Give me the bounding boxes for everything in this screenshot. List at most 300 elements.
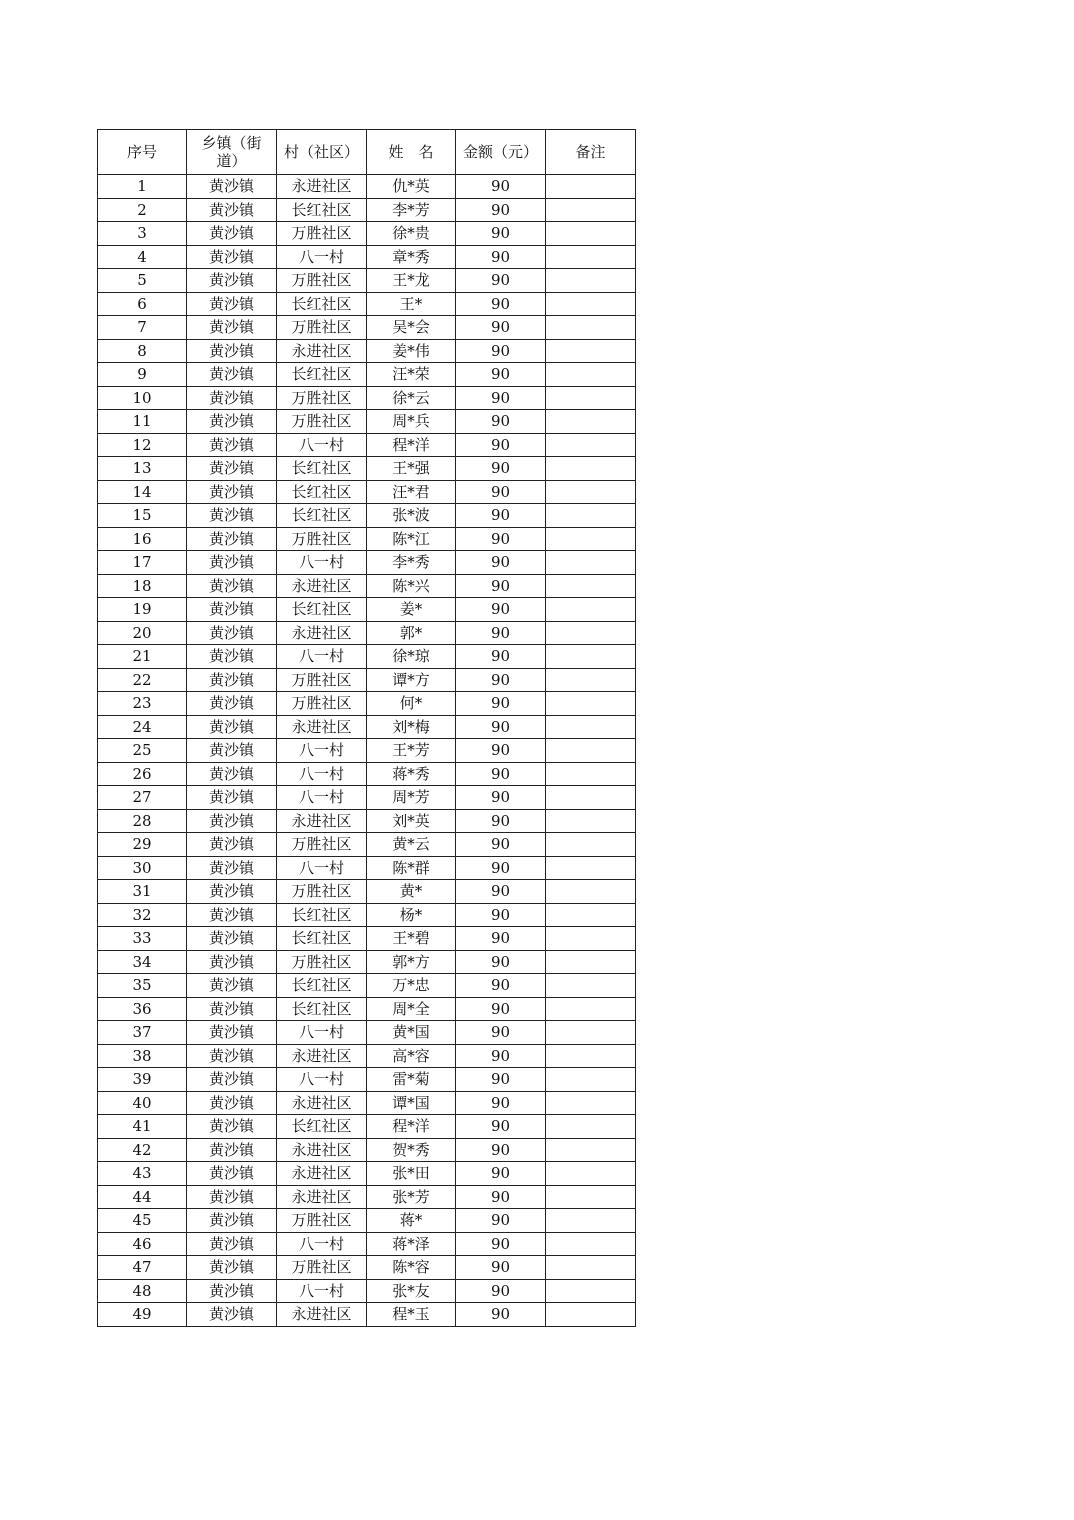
table-row — [98, 245, 636, 269]
cell-village: 万胜社区 — [277, 386, 367, 410]
cell-remarks — [546, 339, 636, 363]
cell-name: 周*全 — [367, 997, 456, 1021]
cell-name: 汪*荣 — [367, 363, 456, 387]
cell-remarks — [546, 551, 636, 575]
cell-remarks — [546, 198, 636, 222]
cell-remarks — [546, 386, 636, 410]
cell-amount: 90 — [456, 386, 546, 410]
cell-remarks — [546, 833, 636, 857]
cell-village: 万胜社区 — [277, 222, 367, 246]
cell-remarks — [546, 222, 636, 246]
cell-serial-no: 6 — [98, 292, 187, 316]
cell-amount: 90 — [456, 1138, 546, 1162]
cell-amount: 90 — [456, 457, 546, 481]
table-row — [98, 903, 636, 927]
cell-name: 程*洋 — [367, 1115, 456, 1139]
table-row — [98, 574, 636, 598]
header-town: 乡镇（街道） — [187, 130, 277, 175]
cell-amount: 90 — [456, 739, 546, 763]
cell-serial-no: 11 — [98, 410, 187, 434]
cell-serial-no: 42 — [98, 1138, 187, 1162]
cell-amount: 90 — [456, 269, 546, 293]
table-row — [98, 739, 636, 763]
cell-serial-no: 20 — [98, 621, 187, 645]
cell-village: 万胜社区 — [277, 668, 367, 692]
cell-town: 黄沙镇 — [187, 551, 277, 575]
cell-name: 陈*江 — [367, 527, 456, 551]
cell-amount: 90 — [456, 762, 546, 786]
cell-town: 黄沙镇 — [187, 997, 277, 1021]
cell-amount: 90 — [456, 1209, 546, 1233]
cell-name: 徐*琼 — [367, 645, 456, 669]
cell-amount: 90 — [456, 574, 546, 598]
cell-town: 黄沙镇 — [187, 786, 277, 810]
cell-amount: 90 — [456, 1256, 546, 1280]
table-row — [98, 1185, 636, 1209]
cell-serial-no: 5 — [98, 269, 187, 293]
cell-name: 李*芳 — [367, 198, 456, 222]
cell-amount: 90 — [456, 292, 546, 316]
cell-name: 黄*国 — [367, 1021, 456, 1045]
cell-amount: 90 — [456, 927, 546, 951]
table-row — [98, 433, 636, 457]
cell-serial-no: 31 — [98, 880, 187, 904]
cell-town: 黄沙镇 — [187, 292, 277, 316]
cell-village: 长红社区 — [277, 927, 367, 951]
table-row — [98, 292, 636, 316]
cell-remarks — [546, 1091, 636, 1115]
cell-amount: 90 — [456, 880, 546, 904]
cell-serial-no: 45 — [98, 1209, 187, 1233]
cell-town: 黄沙镇 — [187, 175, 277, 199]
cell-serial-no: 16 — [98, 527, 187, 551]
cell-remarks — [546, 1279, 636, 1303]
cell-amount: 90 — [456, 1162, 546, 1186]
cell-name: 谭*方 — [367, 668, 456, 692]
cell-town: 黄沙镇 — [187, 433, 277, 457]
cell-town: 黄沙镇 — [187, 762, 277, 786]
cell-amount: 90 — [456, 692, 546, 716]
cell-village: 八一村 — [277, 856, 367, 880]
table-row — [98, 715, 636, 739]
table-row — [98, 1209, 636, 1233]
cell-amount: 90 — [456, 809, 546, 833]
cell-remarks — [546, 621, 636, 645]
cell-amount: 90 — [456, 480, 546, 504]
cell-name: 王*芳 — [367, 739, 456, 763]
cell-village: 永进社区 — [277, 1138, 367, 1162]
cell-village: 永进社区 — [277, 339, 367, 363]
cell-remarks — [546, 1256, 636, 1280]
table-row — [98, 668, 636, 692]
cell-town: 黄沙镇 — [187, 1044, 277, 1068]
cell-amount: 90 — [456, 339, 546, 363]
cell-town: 黄沙镇 — [187, 1091, 277, 1115]
cell-amount: 90 — [456, 1279, 546, 1303]
header-amount: 金额（元） — [456, 130, 546, 175]
table-row — [98, 786, 636, 810]
cell-amount: 90 — [456, 833, 546, 857]
cell-village: 长红社区 — [277, 974, 367, 998]
table-row — [98, 339, 636, 363]
table-row — [98, 1138, 636, 1162]
cell-serial-no: 39 — [98, 1068, 187, 1092]
cell-village: 长红社区 — [277, 198, 367, 222]
cell-town: 黄沙镇 — [187, 1115, 277, 1139]
cell-remarks — [546, 433, 636, 457]
cell-town: 黄沙镇 — [187, 739, 277, 763]
cell-remarks — [546, 245, 636, 269]
table-row — [98, 927, 636, 951]
cell-town: 黄沙镇 — [187, 903, 277, 927]
cell-amount: 90 — [456, 316, 546, 340]
cell-village: 永进社区 — [277, 715, 367, 739]
cell-remarks — [546, 363, 636, 387]
cell-serial-no: 18 — [98, 574, 187, 598]
cell-name: 周*芳 — [367, 786, 456, 810]
cell-remarks — [546, 715, 636, 739]
cell-town: 黄沙镇 — [187, 245, 277, 269]
cell-town: 黄沙镇 — [187, 856, 277, 880]
cell-village: 八一村 — [277, 645, 367, 669]
cell-remarks — [546, 903, 636, 927]
cell-serial-no: 29 — [98, 833, 187, 857]
cell-serial-no: 40 — [98, 1091, 187, 1115]
cell-remarks — [546, 504, 636, 528]
cell-amount: 90 — [456, 903, 546, 927]
cell-remarks — [546, 1138, 636, 1162]
cell-town: 黄沙镇 — [187, 1303, 277, 1327]
cell-village: 长红社区 — [277, 504, 367, 528]
cell-name: 徐*贵 — [367, 222, 456, 246]
cell-serial-no: 46 — [98, 1232, 187, 1256]
cell-town: 黄沙镇 — [187, 316, 277, 340]
cell-village: 长红社区 — [277, 480, 367, 504]
cell-town: 黄沙镇 — [187, 1209, 277, 1233]
cell-town: 黄沙镇 — [187, 1021, 277, 1045]
cell-amount: 90 — [456, 1185, 546, 1209]
cell-remarks — [546, 692, 636, 716]
cell-village: 万胜社区 — [277, 527, 367, 551]
cell-name: 谭*国 — [367, 1091, 456, 1115]
cell-village: 永进社区 — [277, 1162, 367, 1186]
cell-amount: 90 — [456, 668, 546, 692]
cell-town: 黄沙镇 — [187, 645, 277, 669]
cell-village: 万胜社区 — [277, 880, 367, 904]
table-row — [98, 551, 636, 575]
cell-town: 黄沙镇 — [187, 1138, 277, 1162]
cell-name: 蒋*泽 — [367, 1232, 456, 1256]
cell-remarks — [546, 645, 636, 669]
cell-serial-no: 13 — [98, 457, 187, 481]
table-row — [98, 997, 636, 1021]
cell-serial-no: 7 — [98, 316, 187, 340]
cell-amount: 90 — [456, 645, 546, 669]
cell-serial-no: 1 — [98, 175, 187, 199]
cell-town: 黄沙镇 — [187, 809, 277, 833]
cell-amount: 90 — [456, 997, 546, 1021]
cell-village: 长红社区 — [277, 292, 367, 316]
cell-name: 王*强 — [367, 457, 456, 481]
cell-name: 万*忠 — [367, 974, 456, 998]
cell-remarks — [546, 574, 636, 598]
cell-name: 张*友 — [367, 1279, 456, 1303]
cell-village: 永进社区 — [277, 574, 367, 598]
cell-name: 章*秀 — [367, 245, 456, 269]
table-row — [98, 1044, 636, 1068]
cell-village: 万胜社区 — [277, 316, 367, 340]
cell-town: 黄沙镇 — [187, 950, 277, 974]
header-name: 姓 名 — [367, 130, 456, 175]
cell-remarks — [546, 786, 636, 810]
table-row — [98, 692, 636, 716]
table-row — [98, 527, 636, 551]
cell-amount: 90 — [456, 1091, 546, 1115]
cell-name: 李*秀 — [367, 551, 456, 575]
cell-village: 八一村 — [277, 551, 367, 575]
table-row — [98, 175, 636, 199]
cell-serial-no: 23 — [98, 692, 187, 716]
cell-remarks — [546, 739, 636, 763]
cell-town: 黄沙镇 — [187, 574, 277, 598]
cell-serial-no: 3 — [98, 222, 187, 246]
cell-town: 黄沙镇 — [187, 480, 277, 504]
cell-name: 仇*英 — [367, 175, 456, 199]
cell-village: 万胜社区 — [277, 950, 367, 974]
table-row — [98, 1091, 636, 1115]
cell-town: 黄沙镇 — [187, 269, 277, 293]
cell-serial-no: 32 — [98, 903, 187, 927]
cell-remarks — [546, 527, 636, 551]
cell-name: 程*洋 — [367, 433, 456, 457]
cell-amount: 90 — [456, 950, 546, 974]
cell-name: 刘*英 — [367, 809, 456, 833]
header-serial-no: 序号 — [98, 130, 187, 175]
cell-village: 八一村 — [277, 1232, 367, 1256]
cell-remarks — [546, 668, 636, 692]
cell-town: 黄沙镇 — [187, 504, 277, 528]
cell-amount: 90 — [456, 856, 546, 880]
cell-town: 黄沙镇 — [187, 927, 277, 951]
cell-remarks — [546, 1115, 636, 1139]
cell-remarks — [546, 480, 636, 504]
table-header — [98, 130, 636, 175]
cell-name: 王*龙 — [367, 269, 456, 293]
cell-remarks — [546, 927, 636, 951]
cell-village: 万胜社区 — [277, 269, 367, 293]
cell-village: 永进社区 — [277, 1303, 367, 1327]
table-row — [98, 950, 636, 974]
cell-serial-no: 30 — [98, 856, 187, 880]
cell-town: 黄沙镇 — [187, 339, 277, 363]
cell-village: 八一村 — [277, 1068, 367, 1092]
cell-remarks — [546, 598, 636, 622]
cell-town: 黄沙镇 — [187, 1068, 277, 1092]
cell-amount: 90 — [456, 504, 546, 528]
cell-serial-no: 2 — [98, 198, 187, 222]
cell-amount: 90 — [456, 245, 546, 269]
cell-remarks — [546, 1209, 636, 1233]
cell-name: 姜*伟 — [367, 339, 456, 363]
table-row — [98, 222, 636, 246]
cell-village: 长红社区 — [277, 363, 367, 387]
cell-name: 姜* — [367, 598, 456, 622]
header-row — [98, 130, 636, 175]
cell-village: 永进社区 — [277, 621, 367, 645]
cell-amount: 90 — [456, 222, 546, 246]
cell-village: 永进社区 — [277, 1044, 367, 1068]
cell-name: 王*碧 — [367, 927, 456, 951]
cell-town: 黄沙镇 — [187, 833, 277, 857]
cell-name: 徐*云 — [367, 386, 456, 410]
cell-serial-no: 35 — [98, 974, 187, 998]
cell-village: 八一村 — [277, 762, 367, 786]
table-row — [98, 880, 636, 904]
cell-amount: 90 — [456, 363, 546, 387]
cell-name: 郭* — [367, 621, 456, 645]
cell-name: 贺*秀 — [367, 1138, 456, 1162]
table-body — [98, 175, 636, 1327]
cell-village: 万胜社区 — [277, 833, 367, 857]
cell-town: 黄沙镇 — [187, 598, 277, 622]
cell-name: 张*田 — [367, 1162, 456, 1186]
cell-name: 刘*梅 — [367, 715, 456, 739]
cell-remarks — [546, 175, 636, 199]
cell-village: 八一村 — [277, 433, 367, 457]
table-row — [98, 974, 636, 998]
cell-town: 黄沙镇 — [187, 1162, 277, 1186]
cell-remarks — [546, 1068, 636, 1092]
cell-amount: 90 — [456, 715, 546, 739]
cell-village: 万胜社区 — [277, 1256, 367, 1280]
cell-name: 蒋*秀 — [367, 762, 456, 786]
cell-name: 何* — [367, 692, 456, 716]
cell-name: 黄* — [367, 880, 456, 904]
cell-serial-no: 49 — [98, 1303, 187, 1327]
cell-remarks — [546, 809, 636, 833]
cell-amount: 90 — [456, 551, 546, 575]
table-row — [98, 598, 636, 622]
table-row — [98, 457, 636, 481]
cell-remarks — [546, 856, 636, 880]
cell-village: 万胜社区 — [277, 410, 367, 434]
table-row — [98, 1279, 636, 1303]
cell-name: 张*波 — [367, 504, 456, 528]
cell-serial-no: 17 — [98, 551, 187, 575]
cell-amount: 90 — [456, 527, 546, 551]
cell-town: 黄沙镇 — [187, 668, 277, 692]
cell-amount: 90 — [456, 1068, 546, 1092]
table-row — [98, 762, 636, 786]
table-row — [98, 1021, 636, 1045]
cell-village: 八一村 — [277, 1021, 367, 1045]
cell-village: 永进社区 — [277, 809, 367, 833]
cell-town: 黄沙镇 — [187, 527, 277, 551]
cell-serial-no: 28 — [98, 809, 187, 833]
cell-serial-no: 47 — [98, 1256, 187, 1280]
cell-serial-no: 14 — [98, 480, 187, 504]
cell-remarks — [546, 974, 636, 998]
cell-town: 黄沙镇 — [187, 386, 277, 410]
table-row — [98, 621, 636, 645]
cell-village: 万胜社区 — [277, 692, 367, 716]
cell-village: 八一村 — [277, 245, 367, 269]
cell-serial-no: 38 — [98, 1044, 187, 1068]
cell-amount: 90 — [456, 621, 546, 645]
cell-remarks — [546, 950, 636, 974]
cell-town: 黄沙镇 — [187, 1185, 277, 1209]
cell-village: 万胜社区 — [277, 1209, 367, 1233]
cell-serial-no: 37 — [98, 1021, 187, 1045]
cell-name: 高*容 — [367, 1044, 456, 1068]
table-row — [98, 1115, 636, 1139]
cell-name: 蒋* — [367, 1209, 456, 1233]
cell-village: 长红社区 — [277, 598, 367, 622]
table-row — [98, 645, 636, 669]
cell-serial-no: 19 — [98, 598, 187, 622]
cell-serial-no: 10 — [98, 386, 187, 410]
cell-town: 黄沙镇 — [187, 457, 277, 481]
cell-remarks — [546, 1232, 636, 1256]
cell-town: 黄沙镇 — [187, 198, 277, 222]
cell-remarks — [546, 880, 636, 904]
table-row — [98, 809, 636, 833]
cell-name: 吴*会 — [367, 316, 456, 340]
table-row — [98, 504, 636, 528]
cell-serial-no: 4 — [98, 245, 187, 269]
cell-amount: 90 — [456, 598, 546, 622]
table-row — [98, 410, 636, 434]
cell-serial-no: 48 — [98, 1279, 187, 1303]
cell-amount: 90 — [456, 1044, 546, 1068]
cell-remarks — [546, 762, 636, 786]
cell-serial-no: 25 — [98, 739, 187, 763]
table-row — [98, 363, 636, 387]
cell-amount: 90 — [456, 175, 546, 199]
cell-town: 黄沙镇 — [187, 692, 277, 716]
cell-village: 长红社区 — [277, 903, 367, 927]
table-row — [98, 1256, 636, 1280]
cell-remarks — [546, 1303, 636, 1327]
cell-town: 黄沙镇 — [187, 363, 277, 387]
cell-serial-no: 27 — [98, 786, 187, 810]
cell-amount: 90 — [456, 410, 546, 434]
cell-amount: 90 — [456, 786, 546, 810]
cell-name: 黄*云 — [367, 833, 456, 857]
cell-name: 陈*兴 — [367, 574, 456, 598]
cell-name: 雷*菊 — [367, 1068, 456, 1092]
cell-village: 永进社区 — [277, 1185, 367, 1209]
cell-name: 杨* — [367, 903, 456, 927]
cell-name: 汪*君 — [367, 480, 456, 504]
cell-remarks — [546, 1021, 636, 1045]
cell-town: 黄沙镇 — [187, 1232, 277, 1256]
table-row — [98, 386, 636, 410]
cell-serial-no: 44 — [98, 1185, 187, 1209]
table-row — [98, 1068, 636, 1092]
cell-village: 长红社区 — [277, 457, 367, 481]
header-remarks: 备注 — [546, 130, 636, 175]
cell-remarks — [546, 269, 636, 293]
cell-town: 黄沙镇 — [187, 621, 277, 645]
cell-serial-no: 36 — [98, 997, 187, 1021]
cell-serial-no: 9 — [98, 363, 187, 387]
cell-town: 黄沙镇 — [187, 222, 277, 246]
cell-remarks — [546, 997, 636, 1021]
cell-name: 程*玉 — [367, 1303, 456, 1327]
cell-remarks — [546, 1162, 636, 1186]
cell-serial-no: 24 — [98, 715, 187, 739]
